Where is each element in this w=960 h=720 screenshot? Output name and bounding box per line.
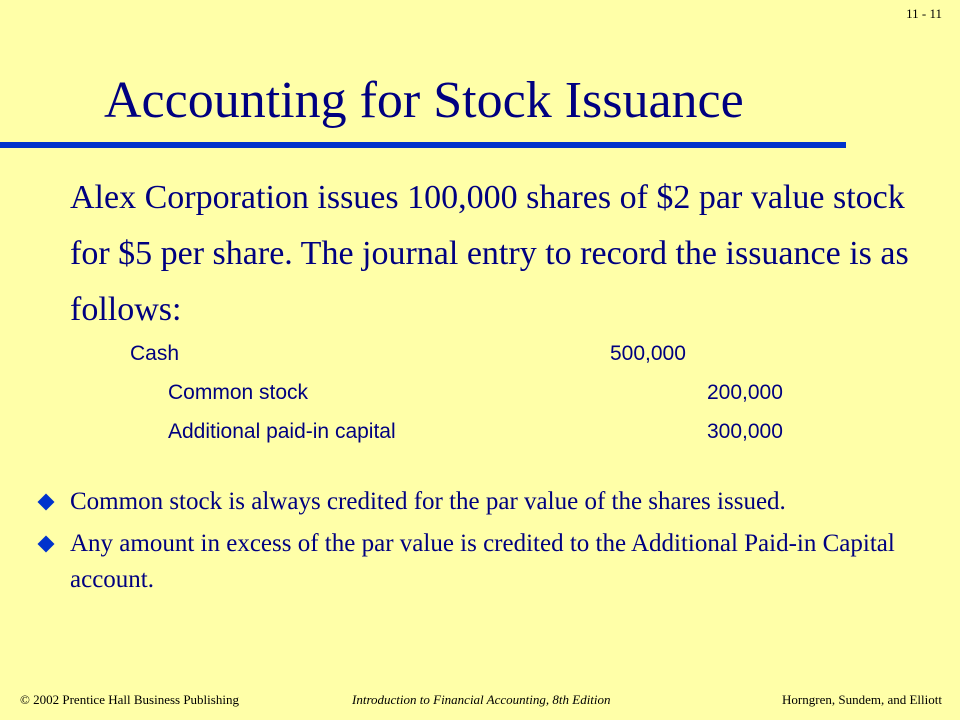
title-underline (0, 142, 846, 148)
diamond-bullet-icon (38, 494, 55, 511)
intro-paragraph: Alex Corporation issues 100,000 shares of $2 par value stock for $5 per share. The journal entry to record the issuance is as follows: (70, 179, 909, 328)
journal-debit-cash: 500,000 (610, 342, 686, 365)
slide-title: Accounting for Stock Issuance (104, 72, 744, 129)
journal-credit-common-stock: 200,000 (707, 381, 783, 404)
journal-account-cash: Cash (130, 342, 180, 365)
footer-copyright: © 2002 Prentice Hall Business Publishing (20, 692, 239, 707)
footer-book-title: Introduction to Financial Accounting, 8th Edition (352, 692, 611, 707)
bullet-list (40, 484, 930, 604)
bullet-item (40, 526, 930, 598)
journal-credit-apic: 300,000 (707, 420, 783, 443)
bullet-item (40, 484, 930, 520)
diamond-bullet-icon (38, 536, 55, 553)
journal-account-common-stock: Common stock (168, 381, 309, 404)
journal-account-apic: Additional paid-in capital (168, 420, 396, 443)
bullet-text: Any amount in excess of the par value is credited to the Additional Paid-in Capital account. (70, 530, 895, 593)
bullet-text: Common stock is always credited for the par value of the shares issued. (70, 488, 786, 515)
footer-authors: Horngren, Sundem, and Elliott (782, 692, 942, 707)
slide-number: 11 - 11 (906, 6, 942, 21)
